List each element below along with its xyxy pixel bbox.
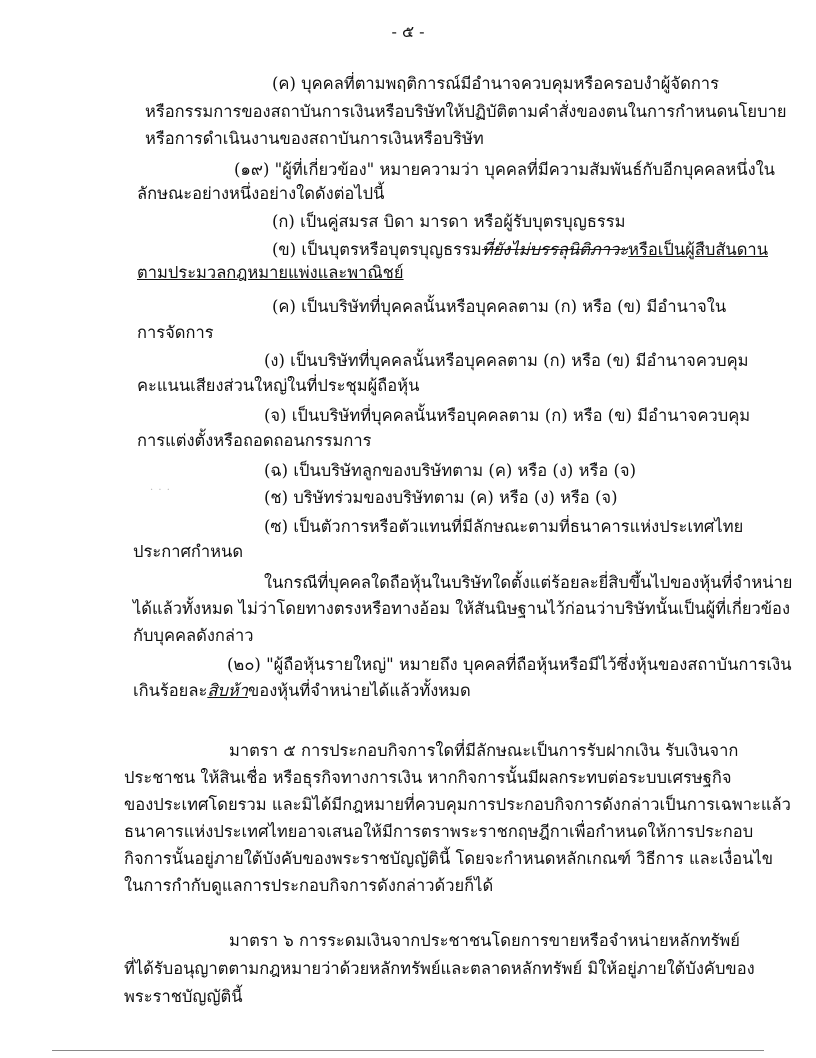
section-6-heading-line: มาตรา ๖ การระดมเงินจากประชาชนโดยการขายหรือจำหน่ายหลักทรัพย์ <box>229 931 740 950</box>
text-line: กิจการนั้นอยู่ภายใต้บังคับของพระราชบัญญัตินี้ โดยจะกำหนดหลักเกณฑ์ วิธีการ และเงื่อนไข <box>124 849 774 868</box>
underlined-text: หรือเป็นผู้สืบสันดาน <box>628 240 768 259</box>
underlined-text: ตามประมวลกฎหมายแพ่งและพาณิชย์ <box>137 263 404 282</box>
text-line: หรือการดำเนินงานของสถาบันการเงินหรือบริษัท <box>145 129 484 148</box>
definition-19-line: (๑๙) "ผู้ที่เกี่ยวข้อง" หมายความว่า บุคคลที่มีความสัมพันธ์กับอีกบุคคลหนึ่งใน <box>234 160 775 179</box>
text-line: ได้แล้วทั้งหมด ไม่ว่าโดยทางตรงหรือทางอ้อม ให้สันนิษฐานไว้ก่อนว่าบริษัทนั้นเป็นผู้ที่เกี่ยวข้อง <box>133 599 790 618</box>
text-line: ประชาชน ให้สินเชื่อ หรือธุรกิจทางการเงิน หากกิจการนั้นมีผลกระทบต่อระบบเศรษฐกิจ <box>124 768 732 787</box>
section-5-heading-line: มาตรา ๕ การประกอบกิจการใดที่มีลักษณะเป็นการรับฝากเงิน รับเงินจาก <box>229 741 739 760</box>
scan-speck: · · · <box>150 485 171 496</box>
text-line: (ก) เป็นคู่สมรส บิดา มารดา หรือผู้รับบุตรบุญธรรม <box>272 212 626 231</box>
text-line <box>272 239 768 261</box>
text-line: ในการกำกับดูแลการประกอบกิจการดังกล่าวด้วยก็ได้ <box>124 876 494 895</box>
text-line: การจัดการ <box>137 323 214 342</box>
text-line <box>133 680 471 702</box>
text-segment: (ข) เป็นบุตรหรือบุตรบุญธรรม <box>272 240 482 259</box>
text-line: (ง) เป็นบริษัทที่บุคคลนั้นหรือบุคคลตาม (ก) หรือ (ข) มีอำนาจควบคุม <box>264 351 749 370</box>
text-line: ของประเทศโดยรวม และมิได้มีกฎหมายที่ควบคุมการประกอบกิจการดังกล่าวเป็นการเฉพาะแล้ว <box>124 795 791 814</box>
text-line: (ค) เป็นบริษัทที่บุคคลนั้นหรือบุคคลตาม (ก) หรือ (ข) มีอำนาจใน <box>272 297 727 316</box>
text-line: (ช) บริษัทร่วมของบริษัทตาม (ค) หรือ (ง) หรือ (จ) <box>264 488 618 507</box>
text-line: การแต่งตั้งหรือถอดถอนกรรมการ <box>137 431 372 450</box>
text-line: ธนาคารแห่งประเทศไทยอาจเสนอให้มีการตราพระราชกฤษฎีกาเพื่อกำหนดให้การประกอบ <box>124 822 754 841</box>
text-line: คะแนนเสียงส่วนใหญ่ในที่ประชุมผู้ถือหุ้น <box>137 376 420 395</box>
text-line: ลักษณะอย่างหนึ่งอย่างใดดังต่อไปนี้ <box>137 184 385 203</box>
text-line: (ซ) เป็นตัวการหรือตัวแทนที่มีลักษณะตามที่ธนาคารแห่งประเทศไทย <box>264 517 744 536</box>
text-line: (ฉ) เป็นบริษัทลูกของบริษัทตาม (ค) หรือ (ง) หรือ (จ) <box>264 461 637 480</box>
handwritten-insert: สิบห้า <box>207 681 249 700</box>
footer-rule <box>52 1050 764 1051</box>
text-line: หรือกรรมการของสถาบันการเงินหรือบริษัทให้ปฏิบัติตามคำสั่งของตนในการกำหนดนโยบาย <box>145 102 787 121</box>
text-line: ในกรณีที่บุคคลใดถือหุ้นในบริษัทใดตั้งแต่ร้อยละยี่สิบขึ้นไปของหุ้นที่จำหน่าย <box>264 573 793 592</box>
definition-20-line: (๒๐) "ผู้ถือหุ้นรายใหญ่" หมายถึง บุคคลที่ถือหุ้นหรือมีไว้ซึ่งหุ้นของสถาบันการเงิน <box>227 655 792 674</box>
text-line: ประกาศกำหนด <box>133 542 244 561</box>
struck-text: ที่ยังไม่บรรลุนิติภาวะ <box>481 240 629 259</box>
page-number: - ๕ - <box>391 22 425 41</box>
text-line: ที่ได้รับอนุญาตตามกฎหมายว่าด้วยหลักทรัพย์และตลาดหลักทรัพย์ มิให้อยู่ภายใต้บังคับของ <box>124 959 755 978</box>
text-line: กับบุคคลดังกล่าว <box>133 626 254 645</box>
text-line: พระราชบัญญัตินี้ <box>124 987 243 1006</box>
text-segment: ของหุ้นที่จำหน่ายได้แล้วทั้งหมด <box>248 681 471 700</box>
text-segment: เกินร้อยละ <box>133 681 208 700</box>
text-line: (ค) บุคคลที่ตามพฤติการณ์มีอำนาจควบคุมหรือครอบงำผู้จัดการ <box>272 74 719 93</box>
text-line: (จ) เป็นบริษัทที่บุคคลนั้นหรือบุคคลตาม (ก) หรือ (ข) มีอำนาจควบคุม <box>264 406 751 425</box>
